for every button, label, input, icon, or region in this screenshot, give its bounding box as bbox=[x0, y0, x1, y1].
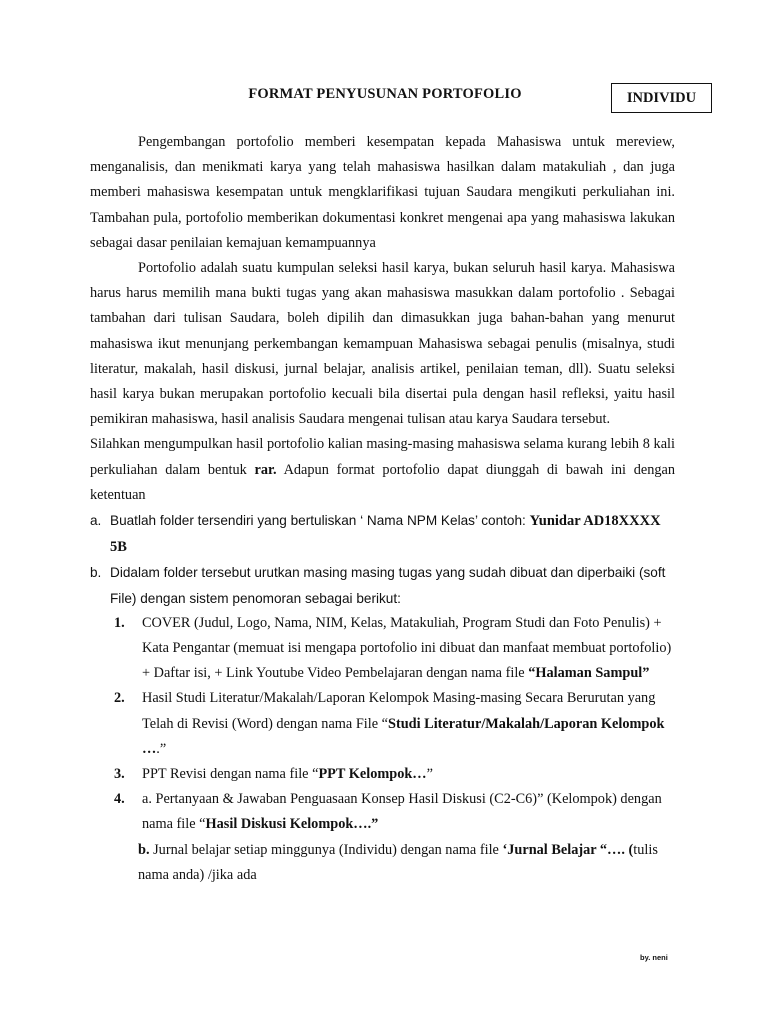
file-name: Studi Literatur/Makalah/Laporan Kelompok … bbox=[142, 715, 665, 757]
category-badge: INDIVIDU bbox=[611, 83, 712, 113]
number-marker: 1. bbox=[114, 614, 125, 631]
file-name: ‘Jurnal Belajar “…. ( bbox=[502, 841, 634, 858]
instruction-text: Silahkan mengumpulkan hasil portofolio kalian masing-masing mahasiswa selama kurang lebih 8 kali perkuliahan dalam bentuk bbox=[90, 436, 675, 478]
definition-paragraph: Portofolio adalah suatu kumpulan seleksi hasil karya, bukan seluruh hasil karya. Mahasiswa harus harus memilih mana bukti tugas yang akan mahasiswa masukkan dalam portofolio . Sebagai tambahan dari tulisan Saudara, boleh dipilih dan dimasukkan juga bahan-bahan yang menurut mahasiswa ikut menunjang perkembangan kemampuan Mahasiswa sebagai penulis (misalnya, studi literatur, makalah, hasil diskusi, jurnal belajar, analisis artikel, penilaian teman, dll). Suatu seleksi hasil karya bukan merupakan portofolio kecuali bila disertai pula dengan hasil refleksi, yaitu hasil pemikiran mahasiswa, hasil analisis Saudara mengenai tulisan atau karya Saudara tersebut. bbox=[90, 260, 675, 428]
numbered-item-suffix: ” bbox=[426, 766, 433, 783]
list-marker: b. bbox=[90, 565, 102, 581]
list-item-text: Buatlah folder tersendiri yang bertuliskan ‘ Nama NPM Kelas’ contoh: bbox=[110, 513, 530, 529]
instruction-text-end: Adapun format portofolio dapat diunggah di bawah ini dengan ketentuan bbox=[90, 461, 675, 503]
numbered-item-text: Hasil Studi Literatur/Makalah/Laporan Kelompok Masing-masing Secara Berurutan yang Telah di Revisi (Word) dengan nama File “ bbox=[142, 690, 656, 732]
numbered-item-text: a. Pertanyaan & Jawaban Penguasaan Konsep Hasil Diskusi (C2-C6)” (Kelompok) dengan nama file “ bbox=[142, 791, 662, 833]
numbered-item-1 bbox=[90, 611, 675, 687]
sub-item-b bbox=[90, 838, 675, 888]
sub-item-suffix: tulis nama anda) /jika ada bbox=[138, 841, 658, 883]
numbered-item-text: COVER (Judul, Logo, Nama, NIM, Kelas, Matakuliah, Program Studi dan Foto Penulis) + Kata Pengantar (memuat isi mengapa portofolio ini dibuat dan manfaat membuat portofolio) + Daftar isi, + Link Youtube Video Pembelajaran dengan nama file bbox=[142, 614, 672, 682]
list-item-a bbox=[90, 508, 675, 560]
list-item-b bbox=[90, 560, 675, 610]
number-marker: 4. bbox=[114, 791, 125, 808]
file-name: Hasil Diskusi Kelompok….” bbox=[205, 816, 379, 833]
instruction-format: rar. bbox=[254, 461, 277, 478]
number-marker: 3. bbox=[114, 766, 125, 783]
document-body bbox=[90, 130, 675, 888]
intro-paragraph: Pengembangan portofolio memberi kesempatan kepada Mahasiswa untuk mereview, menganalisis, dan menikmati karya yang telah mahasiswa hasilkan dalam matakuliah , dan juga memberi mahasiswa kesempatan untuk mengklarifikasi tujuan Saudara mengikuti perkuliahan ini. Tambahan pula, portofolio memberikan dokumentasi konkret mengenai apa yang mahasiswa lakukan sebagai dasar penilaian kemajuan kemampuannya bbox=[90, 134, 675, 251]
sub-item-text: Jurnal belajar setiap minggunya (Individu) dengan nama file bbox=[149, 841, 503, 858]
number-marker: 2. bbox=[114, 690, 125, 707]
numbered-item-4 bbox=[90, 787, 675, 837]
numbered-item-text: PPT Revisi dengan nama file “ bbox=[142, 766, 319, 783]
footer-signature: by. neni bbox=[640, 953, 668, 962]
list-item-text: Didalam folder tersebut urutkan masing masing tugas yang sudah dibuat dan diperbaiki (soft File) dengan sistem penomoran sebagai berikut: bbox=[110, 565, 666, 606]
instruction-paragraph bbox=[90, 432, 675, 508]
list-marker: a. bbox=[90, 513, 102, 529]
numbered-item-3 bbox=[90, 762, 675, 787]
file-name: PPT Kelompok… bbox=[318, 766, 427, 783]
numbered-item-2 bbox=[90, 686, 675, 762]
page-title: FORMAT PENYUSUNAN PORTOFOLIO bbox=[248, 86, 522, 102]
folder-example: Yunidar AD18XXXX 5B bbox=[110, 513, 661, 556]
file-name: “Halaman Sampul” bbox=[528, 665, 650, 682]
numbered-item-suffix: .” bbox=[156, 740, 167, 757]
sub-item-marker: b. bbox=[138, 841, 150, 858]
